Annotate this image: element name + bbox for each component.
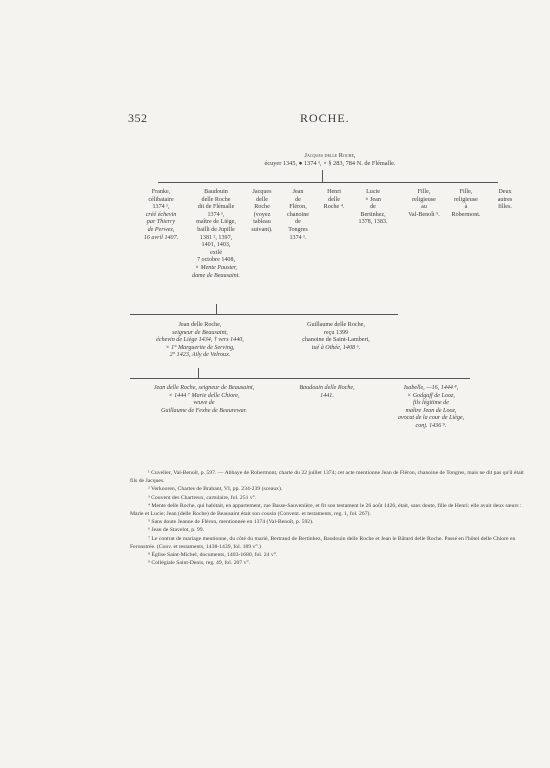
entry-line: Roche: [254, 204, 270, 211]
entry-line: delle: [256, 196, 268, 203]
child-fille-robermont: [444, 189, 488, 219]
entry-line: Fléron,: [289, 204, 307, 211]
great-grandchildren-bar: [130, 378, 470, 379]
entry-line: 2° 1423, Aily de Velroux.: [169, 352, 231, 359]
footnote: ² Verkooren, Chartes de Brabant, VI, pp. 234-239 (sceaux).: [148, 486, 283, 493]
entry-line: seigneur de Beausaint,: [172, 329, 228, 336]
entry-line: Robermont.: [451, 211, 481, 218]
entry-line: 1378, 1383.: [358, 219, 388, 226]
footnote: ⁸ Église Saint-Michel, documents, 1403-1680, fol. 24 v°.: [148, 552, 278, 559]
entry-line: Fille,: [459, 189, 473, 195]
entry-line: de: [295, 219, 301, 226]
entry-line: dit de Flémalle: [197, 204, 235, 211]
entry-line: chanoine: [287, 211, 309, 218]
entry-line: Franke,: [151, 189, 171, 195]
entry-line: Jacques: [252, 189, 272, 195]
entry-line: 1401, 1403,: [201, 242, 231, 249]
running-head: ROCHE.: [300, 111, 350, 125]
entry-line: chanoine de Saint-Lambert,: [302, 337, 370, 344]
entry-line: dame de Beausaint.: [192, 272, 240, 279]
footnote: ³ Couvent des Chartreux, cartulaire, fol. 251 v°.: [148, 494, 257, 501]
child-jacques: [246, 189, 278, 235]
entry-line: autres: [497, 196, 513, 203]
footnote: ¹ Cuvelier, Val-Benoît, p. 597. — Abbaye de Robermont, charte du 22 juillet 1374; cet acte mentionne Jean de Fléron, chanoine de Tongres, mais ne dit pas qu'il était fils de Jacques.: [130, 470, 524, 485]
entry-line: 1374 ¹.: [289, 234, 307, 241]
child-jean-de-fleron: [282, 189, 314, 242]
child-lucie: [350, 189, 396, 227]
baudouin-connector: [216, 304, 217, 314]
footnote: ⁶ Jean de Stavelot, p. 99.: [148, 527, 205, 534]
entry-line: Bertinhez,: [360, 211, 386, 218]
entry-line: fils légitime de: [413, 400, 449, 407]
entry-line: × Mente Pauster,: [194, 264, 238, 271]
entry-line: conj. 1436 ⁹.: [415, 422, 447, 429]
entry-line: veuve de: [193, 400, 215, 407]
footnotes: [130, 469, 530, 567]
entry-line: tué à Othée, 1408 ⁶.: [311, 344, 361, 351]
entry-line: Isabelle, —16, 1444 ⁸,: [403, 385, 459, 391]
root-name: Jacques delle Roche,: [304, 152, 356, 159]
entry-line: Henri: [327, 189, 341, 195]
entry-line: Tongres: [288, 226, 308, 233]
entry-line: × Jean: [365, 196, 381, 203]
child-baudouin: [186, 189, 246, 280]
entry-line: de Perwez,: [147, 226, 175, 233]
footnote: ⁷ Le contrat de mariage mentionne, du côté du marié, Bertrand de Bertinhez, Baudouin delle Roche et Jean le Bâtard delle Roche. Passé en l'hôtel delle Chiore en Feronstrée. (Conv. et testaments, 1438-1439, fol. 189 v°.): [130, 535, 516, 550]
entry-line: tableau: [253, 219, 271, 226]
grandchildren-bar: [130, 314, 398, 315]
entry-line: 1441.: [320, 392, 334, 399]
entry-line: religieuse: [412, 196, 436, 203]
entry-line: (voyez: [253, 211, 271, 218]
entry-line: Baudouin delle Roche,: [299, 385, 355, 391]
entry-line: × 1° Marguerite de Serving,: [165, 344, 235, 351]
footnote: ⁵ Sans doute Jeanne de Fléron, mentionnée en 1374 (Val-Benoît, p. 592).: [148, 519, 314, 526]
entry-line: Jean: [292, 189, 304, 195]
entry-line: suivant).: [251, 226, 273, 233]
child-deux-autres-filles: [488, 189, 522, 212]
entry-line: célibataire: [148, 196, 174, 203]
entry-line: Lucie: [366, 189, 380, 195]
entry-line: exilé: [210, 249, 222, 256]
children-bar: [158, 182, 498, 183]
entry-line: × Godgaff de Looz,: [407, 392, 455, 399]
entry-line: au: [421, 204, 427, 211]
entry-line: Jean delle Roche, seigneur de Beausaint,: [153, 385, 255, 391]
jean-connector: [198, 368, 199, 378]
entry-line: de: [295, 196, 301, 203]
root-connector: [322, 170, 323, 182]
entry-line: Val-Benoît ⁵.: [408, 211, 440, 218]
grandchild-jean: [130, 322, 270, 360]
entry-line: 16 avril 1407.: [143, 234, 179, 241]
entry-line: Guillaume de Fexhe de Beaurewar.: [161, 407, 247, 414]
entry-line: Fille,: [417, 189, 431, 195]
entry-line: Baudouin: [204, 189, 228, 195]
entry-line: Roche ⁴.: [323, 204, 345, 211]
entry-line: delle Roche: [201, 196, 231, 203]
entry-line: créé échevin: [145, 211, 177, 218]
entry-line: par Thierry: [146, 219, 176, 226]
entry-line: avocat de la cour de Liège,: [397, 415, 465, 422]
entry-line: × 1444 ⁷ Marie delle Chiore,: [168, 392, 240, 399]
grandchild-guillaume: [276, 322, 396, 352]
entry-line: 1381 ², 1397,: [199, 234, 233, 241]
entry-line: maître Jean de Looz,: [405, 407, 457, 414]
entry-line: échevin de Liège 1434, † vers 1440,: [156, 337, 244, 344]
entry-line: bailli de Jupille: [197, 226, 235, 233]
page-number: 352: [128, 111, 148, 125]
root-person: [230, 152, 430, 168]
entry-line: religieuse: [454, 196, 478, 203]
entry-line: 1374 ¹,: [207, 211, 225, 218]
entry-line: Guillaume delle Roche,: [307, 322, 365, 328]
entry-line: 1374 ¹,: [152, 204, 170, 211]
entry-line: de: [370, 204, 376, 211]
great-grandchild-jean: [130, 385, 278, 415]
entry-line: 7 octobre 1408,: [196, 257, 236, 264]
great-grandchild-baudouin: [282, 385, 372, 400]
root-details: écuyer 1345, ● 1374 ¹, × § 283, 784 N. de Flémalle.: [264, 160, 396, 167]
child-fille-val-benoit: [402, 189, 446, 219]
entry-line: filles.: [498, 204, 512, 211]
entry-line: reçu 1399: [323, 329, 349, 336]
entry-line: à: [464, 204, 468, 211]
entry-line: Deux: [498, 189, 512, 195]
great-grandchild-isabelle: [376, 385, 486, 431]
footnote: ⁹ Collégiale Saint-Denis, reg. 49, fol. 207 v°.: [148, 560, 251, 567]
entry-line: maître de Liège,: [196, 219, 236, 226]
entry-line: delle: [328, 196, 340, 203]
entry-line: Jean delle Roche,: [178, 322, 222, 328]
child-franke: [138, 189, 184, 242]
child-henri: [318, 189, 350, 212]
footnote: ⁴ Mente delle Roche, qui habitait, en appartement, rue Basse-Sauvenière, et fit son testament le 26 août 1426, était, sans doute, fille de Henri; elle avait deux sœurs : Marie et Lucie; Jean (delle Roche) de Beausaint était son cousin (Convent. et testaments, reg. 1, fol. 267).: [130, 502, 522, 518]
